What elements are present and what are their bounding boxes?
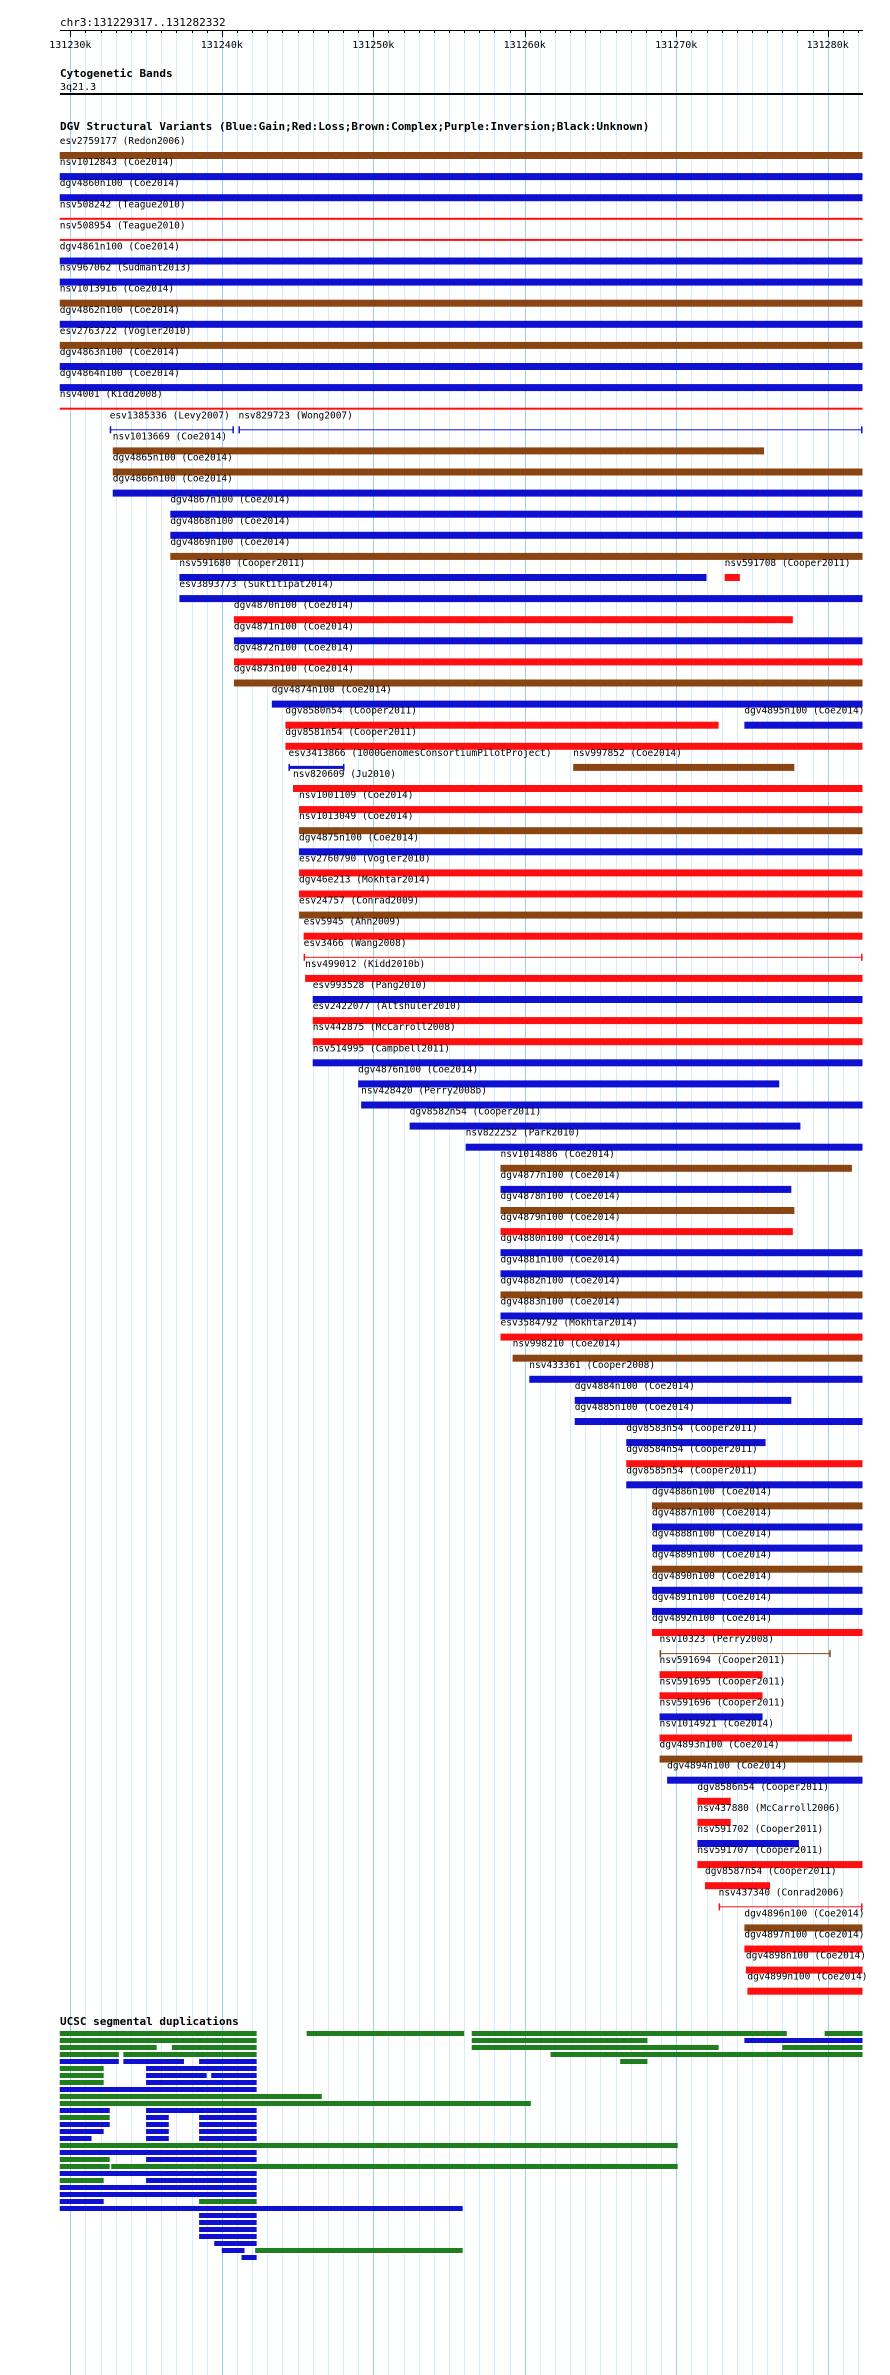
sv-feature-label: dgv4870n100 (Coe2014): [233, 600, 355, 612]
ruler-tick-label: 131250k: [352, 40, 395, 51]
sv-feature[interactable]: [60, 305, 863, 328]
sv-feature-cap: [861, 954, 863, 961]
sv-feature-label: dgv4879n100 (Coe2014): [500, 1212, 621, 1224]
sv-feature[interactable]: [746, 1951, 866, 1974]
sv-feature[interactable]: [299, 896, 862, 919]
segdup-feature[interactable]: [307, 2031, 465, 2036]
sv-feature-label: nsv591702 (Cooper2011): [697, 1824, 824, 1835]
sv-feature-label: nsv10323 (Perry2008): [659, 1634, 774, 1646]
sv-feature[interactable]: [304, 917, 863, 940]
sv-feature[interactable]: [170, 516, 862, 539]
sv-feature-label: dgv4883n100 (Coe2014): [500, 1296, 621, 1308]
sv-feature[interactable]: [60, 178, 863, 201]
sv-feature[interactable]: [725, 558, 851, 581]
sv-feature[interactable]: [667, 1761, 862, 1784]
segdup-feature[interactable]: [199, 2213, 257, 2218]
sv-feature-label: nsv1001109 (Coe2014): [299, 790, 414, 802]
sv-feature[interactable]: [60, 263, 863, 286]
segdup-feature[interactable]: [146, 2115, 169, 2120]
segdup-feature[interactable]: [60, 2038, 257, 2043]
cytoband-bar[interactable]: [60, 93, 863, 95]
sv-feature-label: dgv4899n100 (Coe2014): [747, 1971, 868, 1983]
sv-feature-label: dgv4897n100 (Coe2014): [744, 1929, 865, 1941]
segdup-feature[interactable]: [123, 2052, 256, 2057]
segdup-feature[interactable]: [146, 2129, 169, 2134]
sv-feature-label: dgv4886n100 (Coe2014): [651, 1486, 773, 1498]
sv-feature-label: dgv4881n100 (Coe2014): [500, 1254, 621, 1266]
sv-feature-label: dgv4884n100 (Coe2014): [574, 1380, 695, 1392]
sv-feature-label: dgv4866n100 (Coe2014): [112, 473, 233, 485]
sv-feature-bar[interactable]: [238, 429, 862, 430]
sv-feature[interactable]: [660, 1634, 831, 1657]
sv-feature-label: nsv1014921 (Coe2014): [659, 1718, 774, 1730]
sv-feature-label: esv993528 (Pang2010): [312, 980, 428, 991]
sv-feature-label: nsv437340 (Conrad2006): [718, 1887, 845, 1899]
sv-feature[interactable]: [697, 1803, 840, 1826]
sv-feature[interactable]: [170, 495, 862, 518]
segdup-feature[interactable]: [60, 2045, 157, 2050]
sv-feature[interactable]: [705, 1866, 837, 1889]
sv-feature-label: dgv4885n100 (Coe2014): [574, 1402, 695, 1413]
sv-feature[interactable]: [744, 1930, 864, 1953]
ruler-tick-label: 131230k: [49, 40, 92, 51]
segdup-feature[interactable]: [60, 2094, 322, 2099]
sv-feature-label: esv2763722 (Vogler2010): [59, 325, 192, 337]
sv-feature-label: nsv1014886 (Coe2014): [500, 1148, 615, 1160]
sv-feature-bar[interactable]: [573, 764, 794, 771]
dgv-track: [60, 136, 868, 1995]
sv-feature[interactable]: [361, 1086, 862, 1109]
sv-feature[interactable]: [652, 1550, 863, 1573]
segdup-feature[interactable]: [211, 2073, 256, 2078]
sv-feature-cap: [232, 426, 234, 433]
sv-feature[interactable]: [60, 199, 863, 220]
sv-feature-label: nsv591707 (Cooper2011): [697, 1845, 824, 1857]
ruler[interactable]: [49, 30, 863, 51]
segdup-feature[interactable]: [146, 2157, 257, 2162]
segdup-feature[interactable]: [825, 2031, 863, 2036]
sv-feature-label: dgv4891n100 (Coe2014): [651, 1591, 773, 1603]
sv-feature-label: dgv4874n100 (Coe2014): [271, 684, 392, 696]
sv-feature[interactable]: [299, 790, 862, 813]
sv-feature-label: dgv4871n100 (Coe2014): [233, 621, 355, 633]
sv-feature-label: nsv442875 (McCarroll2008): [312, 1022, 456, 1034]
sv-feature-label: dgv4875n100 (Coe2014): [299, 832, 420, 844]
sv-feature-label: nsv1013049 (Coe2014): [299, 811, 414, 823]
sv-feature-label: dgv4893n100 (Coe2014): [659, 1739, 780, 1751]
sv-feature-bar[interactable]: [60, 384, 863, 391]
sv-feature[interactable]: [60, 284, 863, 307]
segdup-feature[interactable]: [146, 2122, 169, 2127]
sv-feature[interactable]: [501, 1275, 863, 1298]
segdup-feature[interactable]: [222, 2248, 245, 2253]
sv-feature[interactable]: [299, 832, 862, 855]
sv-feature[interactable]: [652, 1613, 863, 1636]
sv-feature[interactable]: [60, 136, 863, 159]
sv-feature[interactable]: [272, 685, 863, 708]
sv-feature[interactable]: [513, 1339, 863, 1362]
sv-feature[interactable]: [744, 1908, 864, 1931]
sv-feature-label: dgv46e213 (Mokhtar2014): [299, 874, 431, 886]
segdup-feature[interactable]: [60, 2164, 110, 2169]
sv-feature-label: esv1385336 (Levy2007): [109, 410, 230, 422]
segdup-feature[interactable]: [782, 2045, 862, 2050]
sv-feature[interactable]: [60, 389, 863, 410]
segdup-feature[interactable]: [60, 2087, 257, 2092]
sv-feature[interactable]: [113, 431, 764, 454]
position-label: chr3:131229317..131282332: [60, 16, 226, 29]
sv-feature-cap: [110, 426, 112, 433]
segdup-feature[interactable]: [60, 2136, 92, 2141]
sv-feature-label: nsv508954 (Teague2010): [59, 220, 186, 232]
sv-feature[interactable]: [60, 347, 863, 370]
sv-feature-label: esv3584792 (Mokhtar2014): [500, 1317, 638, 1329]
sv-feature-label: dgv4878n100 (Coe2014): [500, 1191, 621, 1202]
sv-feature[interactable]: [313, 1022, 863, 1045]
sv-feature[interactable]: [288, 748, 551, 771]
sv-feature-label: esv2760790 (Vogler2010): [299, 853, 431, 865]
sv-feature-bar[interactable]: [60, 342, 863, 349]
segdup-feature[interactable]: [199, 2220, 257, 2225]
sv-feature[interactable]: [652, 1571, 863, 1594]
sv-feature-label: nsv514995 (Campbell2011): [312, 1043, 450, 1055]
segdup-feature[interactable]: [60, 2122, 110, 2127]
ruler-tick-label: 131270k: [655, 40, 698, 51]
sv-feature[interactable]: [626, 1423, 765, 1446]
sv-feature[interactable]: [575, 1381, 792, 1404]
segdup-feature[interactable]: [60, 2059, 119, 2064]
sv-feature-label: dgv4882n100 (Coe2014): [500, 1275, 621, 1287]
sv-feature[interactable]: [719, 1887, 863, 1910]
sv-feature[interactable]: [501, 1170, 792, 1193]
sv-feature-label: dgv8581n54 (Cooper2011): [285, 726, 417, 738]
sv-feature[interactable]: [747, 1972, 867, 1995]
sv-feature[interactable]: [697, 1782, 829, 1805]
segdup-feature[interactable]: [60, 2052, 119, 2057]
sv-feature-bar[interactable]: [725, 574, 740, 581]
sv-feature-label: dgv8583n54 (Cooper2011): [626, 1423, 758, 1435]
sv-feature[interactable]: [501, 1318, 863, 1341]
segdup-feature[interactable]: [472, 2038, 648, 2043]
sv-feature-cap: [238, 426, 240, 433]
sv-feature-label: dgv8582n54 (Cooper2011): [409, 1106, 542, 1118]
sv-feature[interactable]: [110, 410, 234, 433]
sv-feature-label: nsv998210 (Coe2014): [512, 1338, 622, 1350]
sv-feature-bar[interactable]: [60, 363, 863, 370]
dgv-track-title[interactable]: DGV Structural Variants (Blue:Gain;Red:Loss;Brown:Complex;Purple:Inversion;Black:Unknown): [60, 120, 650, 133]
sv-feature-label: nsv820609 (Ju2010): [293, 769, 396, 780]
sv-feature-label: nsv591680 (Cooper2011): [179, 558, 306, 569]
segdup-feature[interactable]: [60, 2129, 104, 2134]
segdup-feature[interactable]: [60, 2031, 257, 2036]
segdup-feature[interactable]: [60, 2101, 531, 2106]
segdup-track: [60, 2031, 863, 2260]
segdup-feature[interactable]: [472, 2031, 787, 2036]
sv-feature[interactable]: [529, 1360, 862, 1383]
sv-feature-label: dgv4876n100 (Coe2014): [358, 1064, 479, 1076]
sv-feature[interactable]: [652, 1486, 863, 1509]
segdup-feature[interactable]: [199, 2234, 257, 2239]
sv-feature-label: nsv508242 (Teague2010): [59, 199, 186, 211]
sv-feature-bar[interactable]: [744, 722, 862, 729]
sv-feature[interactable]: [113, 474, 863, 497]
segdup-feature[interactable]: [199, 2129, 257, 2134]
segdup-feature[interactable]: [199, 2122, 257, 2127]
segdup-feature[interactable]: [60, 2115, 110, 2120]
sv-feature[interactable]: [60, 326, 863, 349]
sv-feature[interactable]: [113, 453, 863, 476]
sv-feature-label: dgv4869n100 (Coe2014): [170, 536, 291, 548]
segdup-feature[interactable]: [744, 2038, 862, 2043]
sv-feature[interactable]: [575, 1402, 863, 1425]
sv-feature-label: dgv8587n54 (Cooper2011): [704, 1866, 837, 1878]
segdup-feature[interactable]: [172, 2045, 257, 2050]
sv-feature-label: dgv4892n100 (Coe2014): [651, 1613, 773, 1624]
sv-feature-label: esv5945 (Ahn2009): [303, 916, 401, 928]
sv-feature-label: dgv4889n100 (Coe2014): [651, 1549, 773, 1561]
segdup-feature[interactable]: [146, 2080, 257, 2085]
sv-feature-label: nsv437880 (McCarroll2006): [697, 1802, 841, 1814]
sv-feature[interactable]: [501, 1297, 863, 1320]
sv-feature[interactable]: [660, 1719, 852, 1742]
sv-feature-bar[interactable]: [60, 279, 863, 286]
segdup-feature[interactable]: [199, 2199, 257, 2204]
sv-feature[interactable]: [501, 1233, 863, 1256]
segdup-feature[interactable]: [146, 2108, 257, 2113]
sv-feature-bar[interactable]: [60, 152, 863, 159]
segdup-feature[interactable]: [60, 2192, 257, 2197]
segdup-feature[interactable]: [199, 2059, 257, 2064]
sv-feature[interactable]: [293, 769, 863, 792]
sv-feature-label: dgv8585n54 (Cooper2011): [626, 1465, 758, 1477]
sv-feature-cap: [719, 1903, 721, 1910]
sv-feature-cap: [829, 1650, 831, 1657]
sv-feature-label: nsv591694 (Cooper2011): [659, 1655, 786, 1667]
segdup-feature[interactable]: [60, 2206, 463, 2211]
sv-feature-label: dgv4865n100 (Coe2014): [112, 452, 233, 464]
sv-feature-label: dgv4898n100 (Coe2014): [745, 1950, 866, 1962]
sv-feature-label: nsv967062 (Sudmant2013): [59, 262, 192, 274]
sv-feature-label: nsv591708 (Cooper2011): [724, 558, 851, 569]
sv-feature-label: dgv4861n100 (Coe2014): [59, 241, 180, 253]
sv-feature-label: nsv433361 (Cooper2008): [529, 1359, 656, 1371]
sv-feature-label: esv3413866 (1000GenomesConsortiumPilotProject): [288, 747, 552, 759]
sv-feature-label: dgv4864n100 (Coe2014): [59, 368, 180, 380]
sv-feature-label: nsv1012843 (Coe2014): [59, 157, 175, 169]
sv-feature-label: dgv8580n54 (Cooper2011): [285, 705, 417, 717]
sv-feature[interactable]: [313, 1043, 863, 1066]
segdup-feature[interactable]: [60, 2199, 104, 2204]
sv-feature[interactable]: [410, 1107, 801, 1130]
sv-feature-label: dgv4896n100 (Coe2014): [744, 1908, 865, 1920]
sv-feature[interactable]: [304, 938, 863, 961]
sv-feature-bar[interactable]: [747, 1988, 862, 1995]
sv-feature[interactable]: [697, 1824, 823, 1847]
sv-feature[interactable]: [652, 1508, 863, 1531]
segdup-feature[interactable]: [620, 2059, 647, 2064]
segdup-feature[interactable]: [146, 2066, 257, 2071]
sv-feature[interactable]: [234, 600, 793, 623]
sv-feature[interactable]: [313, 1001, 863, 1024]
sv-feature[interactable]: [60, 220, 863, 241]
segdup-feature[interactable]: [60, 2066, 104, 2071]
sv-feature-bar[interactable]: [60, 300, 863, 307]
sv-feature-bar[interactable]: [60, 239, 863, 241]
sv-feature-label: dgv4877n100 (Coe2014): [500, 1169, 621, 1181]
segdup-feature[interactable]: [111, 2164, 677, 2169]
sv-feature-label: esv2422077 (Altshuler2010): [312, 1001, 462, 1013]
ruler-tick-label: 131260k: [503, 40, 546, 51]
sv-feature[interactable]: [179, 579, 862, 602]
sv-feature-cap: [288, 764, 290, 771]
segdup-feature[interactable]: [60, 2143, 678, 2148]
sv-feature-label: nsv499012 (Kidd2010b): [305, 958, 426, 970]
sv-feature[interactable]: [60, 368, 863, 391]
segdup-feature[interactable]: [123, 2059, 184, 2064]
sv-feature[interactable]: [238, 410, 862, 433]
sv-feature-label: dgv4888n100 (Coe2014): [651, 1528, 773, 1540]
sv-feature[interactable]: [573, 748, 794, 771]
sv-feature-label: dgv4895n100 (Coe2014): [744, 705, 865, 717]
sv-feature-label: nsv1013916 (Coe2014): [59, 283, 175, 295]
segdup-feature[interactable]: [255, 2248, 463, 2253]
sv-feature-label: nsv4001 (Kidd2008): [59, 389, 163, 401]
segdup-feature[interactable]: [60, 2178, 104, 2183]
sv-feature-bar[interactable]: [60, 173, 863, 180]
sv-feature-label: esv3893773 (Suktitipat2014): [179, 579, 334, 591]
sv-feature-label: dgv4860n100 (Coe2014): [59, 178, 180, 190]
sv-feature[interactable]: [285, 727, 862, 750]
sv-feature-label: dgv4873n100 (Coe2014): [233, 663, 355, 675]
sv-feature[interactable]: [299, 811, 862, 834]
sv-feature-label: dgv4872n100 (Coe2014): [233, 642, 355, 654]
segdup-feature[interactable]: [214, 2241, 256, 2246]
segdup-feature[interactable]: [472, 2045, 719, 2050]
cytoband-track-title[interactable]: Cytogenetic Bands: [60, 67, 173, 80]
sv-feature[interactable]: [652, 1529, 863, 1552]
sv-feature-label: dgv8584n54 (Cooper2011): [626, 1444, 758, 1456]
segdup-feature[interactable]: [60, 2108, 110, 2113]
sv-feature-label: dgv4887n100 (Coe2014): [651, 1507, 773, 1519]
sv-feature-cap: [861, 426, 863, 433]
segdup-feature[interactable]: [60, 2080, 104, 2085]
segdup-feature[interactable]: [146, 2073, 207, 2078]
sv-feature-label: esv24757 (Conrad2009): [299, 895, 420, 907]
segdup-feature[interactable]: [199, 2136, 257, 2141]
sv-feature-label: dgv4867n100 (Coe2014): [170, 494, 291, 506]
sv-feature-bar[interactable]: [110, 429, 234, 430]
sv-feature[interactable]: [744, 706, 864, 729]
sv-feature-label: nsv822252 (Park2010): [465, 1127, 581, 1139]
sv-feature[interactable]: [60, 242, 863, 265]
sv-feature-bar[interactable]: [719, 1906, 863, 1907]
segdup-feature[interactable]: [60, 2150, 257, 2155]
sv-feature[interactable]: [313, 980, 863, 1003]
sv-feature-label: nsv997852 (Coe2014): [573, 747, 682, 759]
sv-feature-bar[interactable]: [660, 1653, 831, 1654]
segdup-feature[interactable]: [60, 2185, 257, 2190]
sv-feature-label: dgv4894n100 (Coe2014): [667, 1760, 788, 1772]
sv-feature-label: nsv428420 (Perry2008b): [361, 1085, 488, 1097]
sv-feature[interactable]: [285, 706, 718, 729]
sv-feature[interactable]: [60, 157, 863, 180]
segdup-feature[interactable]: [146, 2136, 169, 2141]
sv-feature[interactable]: [652, 1592, 863, 1615]
sv-feature[interactable]: [660, 1740, 863, 1763]
sv-feature[interactable]: [179, 558, 706, 581]
sv-feature-label: dgv4880n100 (Coe2014): [500, 1233, 621, 1245]
segdup-feature[interactable]: [60, 2157, 110, 2162]
sv-feature-label: esv3466 (Wang2008): [303, 937, 407, 949]
segdup-feature[interactable]: [60, 2073, 104, 2078]
sv-feature-label: dgv4868n100 (Coe2014): [170, 515, 291, 527]
sv-feature-label: nsv829723 (Wong2007): [238, 410, 353, 422]
ruler-tick-label: 131240k: [200, 40, 243, 51]
sv-feature[interactable]: [358, 1064, 779, 1087]
sv-feature-label: nsv591695 (Cooper2011): [659, 1676, 786, 1688]
sv-feature[interactable]: [299, 853, 862, 876]
segdup-feature[interactable]: [146, 2178, 257, 2183]
sv-feature[interactable]: [501, 1191, 795, 1214]
sv-feature-label: dgv4862n100 (Coe2014): [59, 304, 180, 316]
sv-feature[interactable]: [501, 1254, 863, 1277]
segdup-feature[interactable]: [60, 2171, 257, 2176]
sv-feature-label: esv2759177 (Redon2006): [59, 136, 186, 147]
segdup-feature[interactable]: [550, 2052, 862, 2057]
segdup-feature[interactable]: [199, 2227, 257, 2232]
segdup-feature[interactable]: [242, 2255, 257, 2260]
sv-feature[interactable]: [170, 537, 862, 560]
sv-feature[interactable]: [299, 875, 862, 898]
sv-feature-label: dgv4890n100 (Coe2014): [651, 1570, 773, 1582]
sv-feature-label: nsv1013669 (Coe2014): [112, 431, 228, 443]
sv-feature-label: nsv591696 (Cooper2011): [659, 1697, 786, 1709]
sv-feature-bar[interactable]: [304, 957, 863, 958]
segdup-track-title[interactable]: UCSC segmental duplications: [60, 2015, 239, 2028]
sv-feature-label: dgv8586n54 (Cooper2011): [697, 1781, 829, 1793]
sv-feature-label: dgv4863n100 (Coe2014): [59, 347, 180, 358]
cytoband-label: 3q21.3: [60, 82, 97, 93]
ruler-tick-label: 131280k: [806, 40, 849, 51]
segdup-feature[interactable]: [199, 2115, 257, 2120]
